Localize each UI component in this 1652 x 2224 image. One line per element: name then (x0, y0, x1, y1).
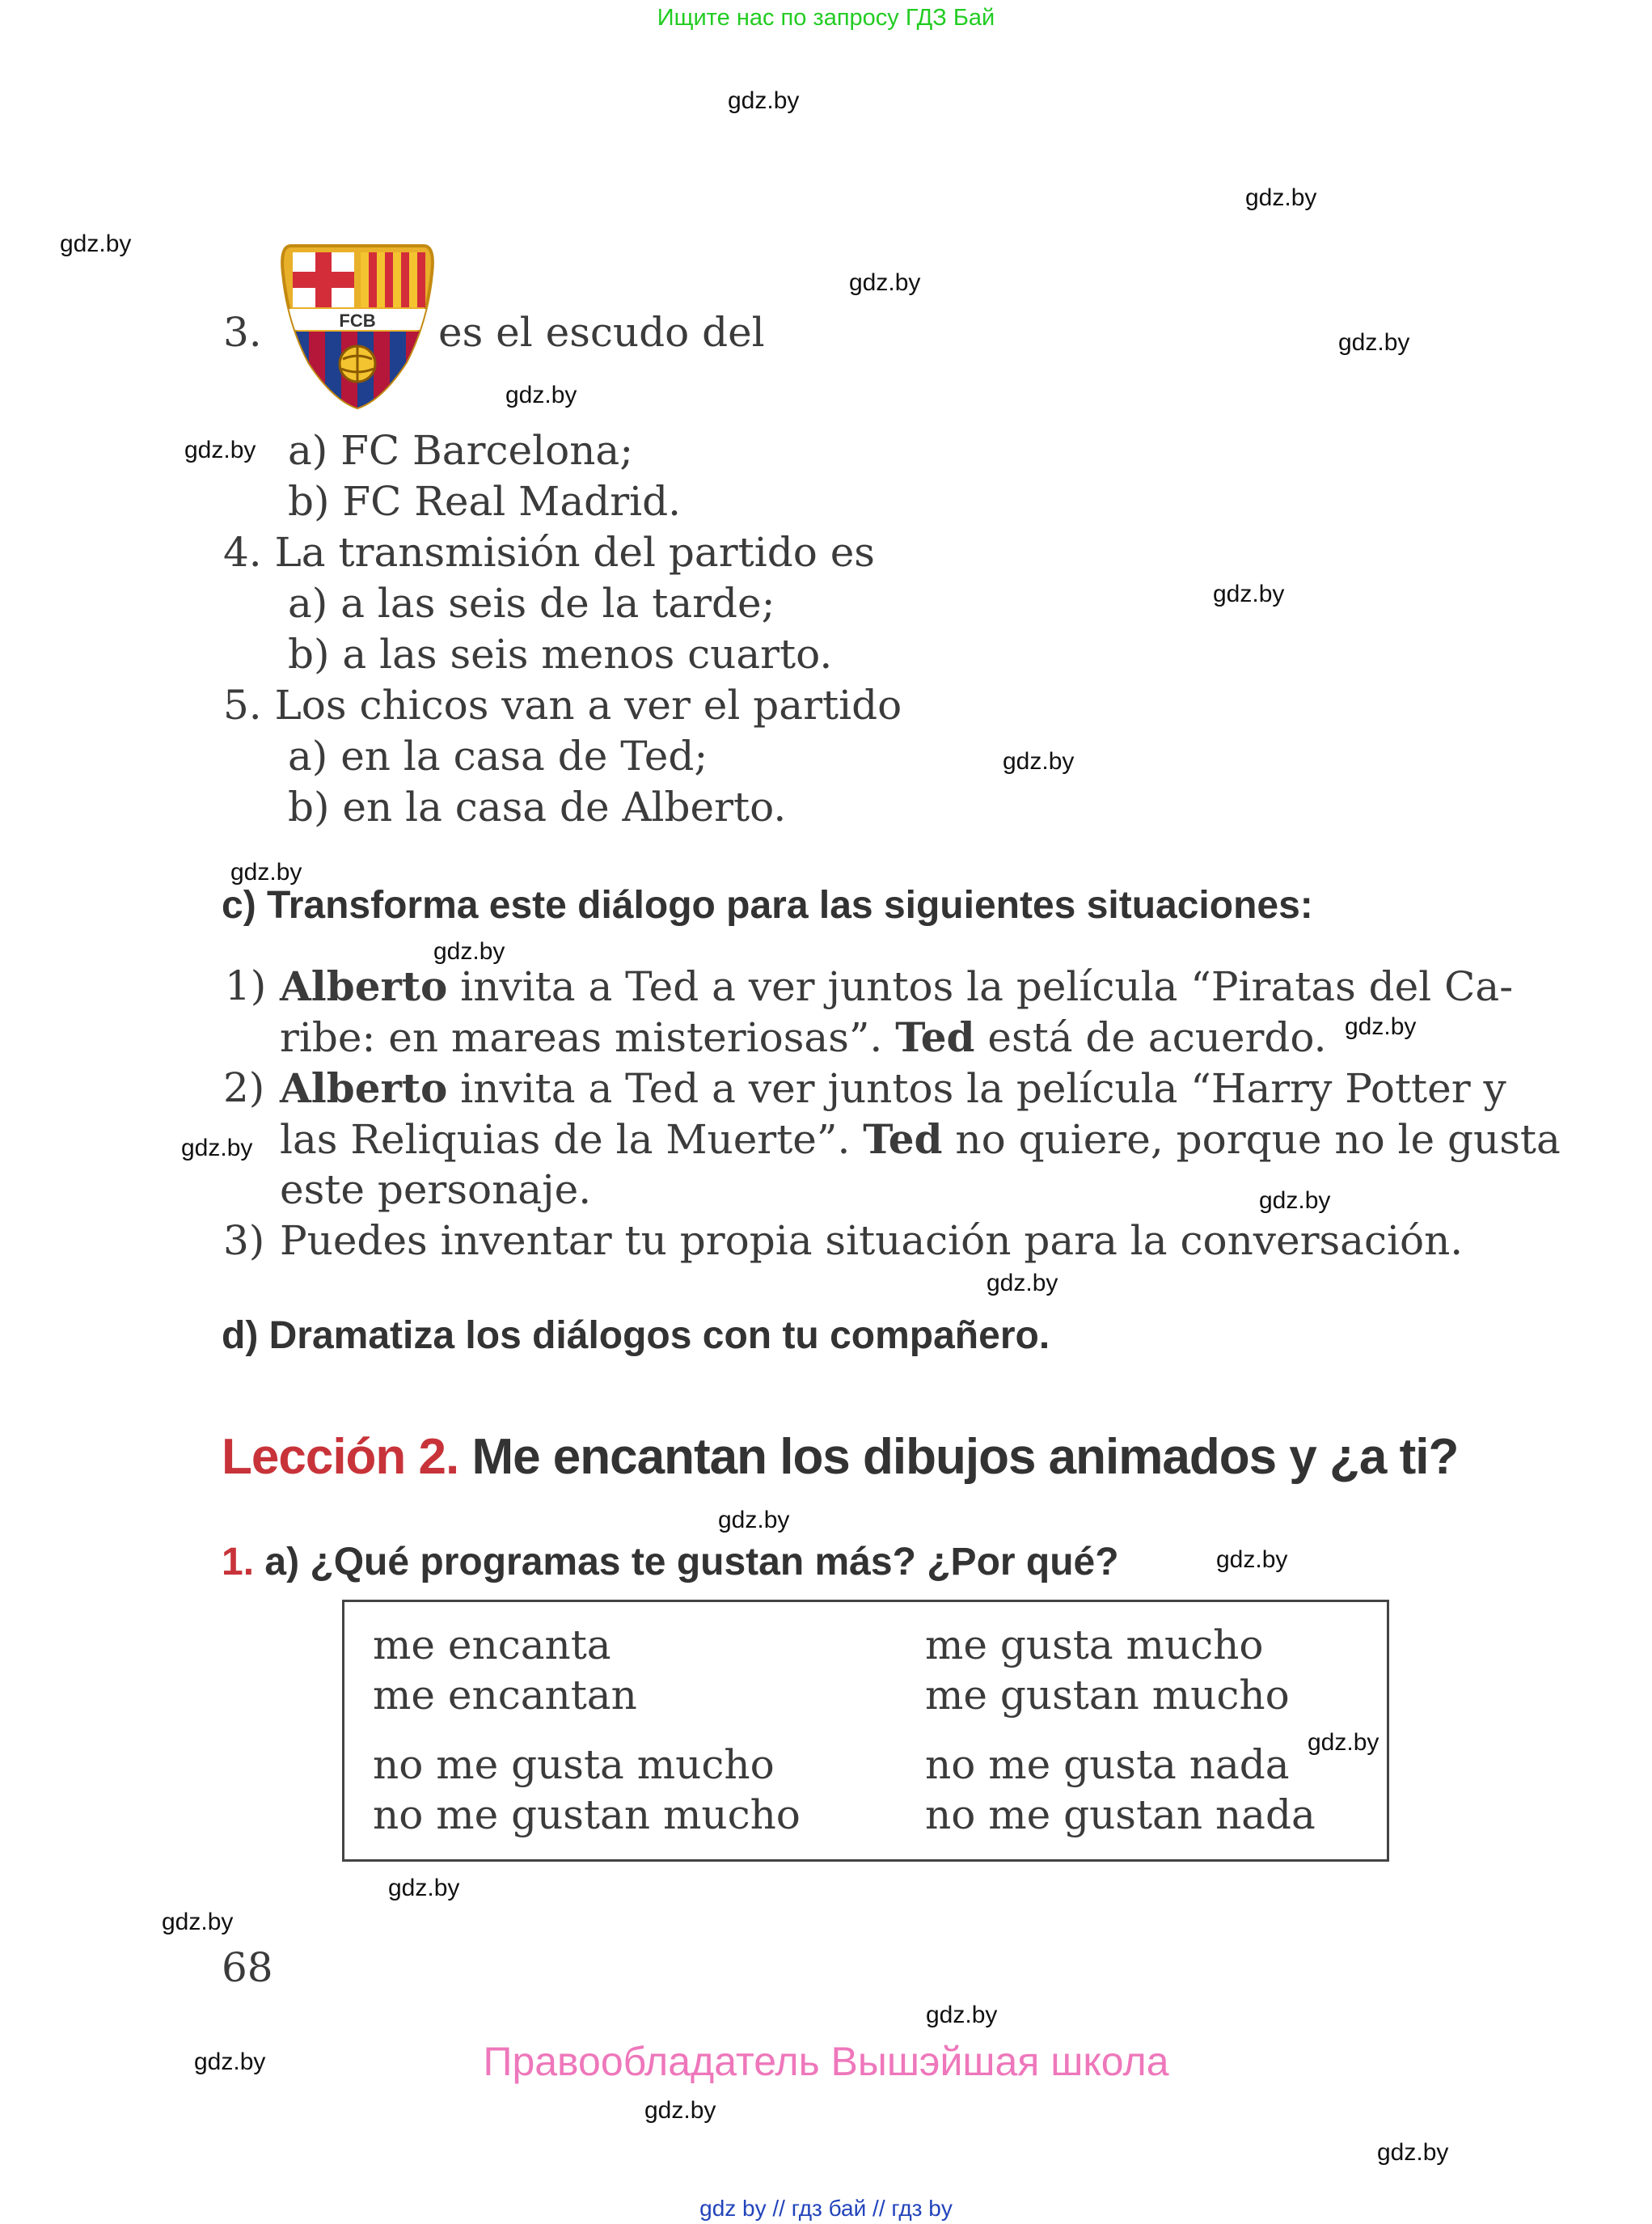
watermark: gdz.by (388, 1875, 460, 1901)
q5-option-a: a) en la casa de Ted; (288, 733, 708, 780)
vocab-box (342, 1600, 1389, 1862)
situation-3-text: Puedes inventar tu propia situación para la conversación. (280, 1217, 1464, 1264)
watermark: gdz.by (181, 1135, 253, 1161)
vocab-item: no me gustan nada (925, 1791, 1316, 1838)
q5-option-b: b) en la casa de Alberto. (288, 784, 787, 831)
vocab-item: me gusta mucho (925, 1621, 1264, 1668)
watermark: gdz.by (194, 2049, 266, 2075)
watermark: gdz.by (230, 859, 302, 886)
vocab-item: me encanta (373, 1621, 611, 1668)
watermark: gdz.by (849, 269, 921, 296)
exercise-1-heading (222, 1540, 1119, 1584)
situation-2-number: 2) (223, 1064, 265, 1111)
exercise-text: a) ¿Qué programas te gustan más? ¿Por qué? (254, 1541, 1119, 1583)
q4-option-b: b) a las seis menos cuarto. (288, 631, 833, 678)
page-number: 68 (222, 1944, 273, 1991)
speaker-ted: Ted (895, 1013, 975, 1061)
watermark: gdz.by (1245, 184, 1317, 211)
situation-2-line-2 (280, 1115, 1561, 1163)
task-d: d) Dramatiza los diálogos con tu compañero. (222, 1314, 1050, 1357)
footer-links[interactable]: gdz by // гдз бай // гдз by (699, 2196, 953, 2221)
situation-text: ribe: en mareas misteriosas”. (280, 1014, 896, 1061)
q3-option-a: a) FC Barcelona; (288, 427, 634, 474)
watermark: gdz.by (433, 938, 505, 965)
situation-3-number: 3) (223, 1217, 265, 1264)
lesson-label: Lección 2. (222, 1429, 459, 1485)
top-banner[interactable]: Ищите нас по запросу ГДЗ Бай (657, 5, 995, 31)
situation-text: no quiere, porque no le gusta (942, 1116, 1561, 1163)
task-c: c) Transforma este diálogo para las siguientes situaciones: (222, 884, 1313, 927)
exercise-number: 1. (222, 1541, 255, 1583)
q4-text: 4. La transmisión del partido es (223, 529, 875, 576)
watermark: gdz.by (1216, 1546, 1288, 1573)
lesson-heading (222, 1428, 1458, 1486)
speaker-alberto: Alberto (280, 962, 448, 1010)
vocab-item: me gustan mucho (925, 1672, 1290, 1719)
watermark: gdz.by (987, 1270, 1058, 1296)
situation-2-line-1 (280, 1064, 1506, 1112)
watermark: gdz.by (1308, 1729, 1379, 1756)
fcb-crest (277, 241, 438, 412)
speaker-ted: Ted (863, 1115, 943, 1163)
watermark: gdz.by (1213, 581, 1285, 607)
situation-1-line-2 (280, 1013, 1327, 1061)
situation-text: invita a Ted a ver juntos la película “Piratas del Ca- (447, 963, 1514, 1010)
situation-text: invita a Ted a ver juntos la película “Harry Potter y (447, 1065, 1506, 1112)
vocab-item: no me gusta nada (925, 1741, 1290, 1788)
vocab-item: no me gusta mucho (373, 1741, 775, 1788)
situation-2-line-3: este personaje. (280, 1166, 592, 1213)
watermark: gdz.by (1259, 1187, 1331, 1214)
watermark: gdz.by (1345, 1013, 1417, 1040)
rights-holder: Правообладатель Вышэйшая школа (483, 2039, 1169, 2084)
watermark: gdz.by (728, 87, 800, 114)
watermark: gdz.by (718, 1507, 790, 1533)
q3-option-b: b) FC Real Madrid. (288, 478, 681, 525)
watermark: gdz.by (1338, 329, 1410, 356)
q5-text: 5. Los chicos van a ver el partido (223, 682, 902, 729)
situation-1-line-1 (280, 962, 1513, 1010)
q4-option-a: a) a las seis de la tarde; (288, 580, 775, 627)
lesson-title: Me encantan los dibujos animados y ¿a ti? (458, 1429, 1459, 1485)
watermark: gdz.by (1003, 748, 1075, 775)
q3-number: 3. (223, 309, 262, 356)
watermark: gdz.by (60, 230, 132, 257)
watermark: gdz.by (162, 1909, 234, 1935)
situation-text: las Reliquias de la Muerte”. (280, 1116, 864, 1163)
vocab-item: no me gustan mucho (373, 1791, 801, 1838)
fcb-crest-icon (277, 241, 438, 412)
watermark: gdz.by (644, 2097, 716, 2124)
crest-label: FCB (339, 311, 376, 331)
watermark: gdz.by (1377, 2139, 1449, 2166)
watermark: gdz.by (926, 2002, 998, 2028)
vocab-item: me encantan (373, 1672, 637, 1719)
q3-text: es el escudo del (438, 309, 765, 356)
watermark: gdz.by (505, 382, 577, 408)
situation-1-number: 1) (225, 962, 267, 1009)
speaker-alberto: Alberto (280, 1064, 448, 1112)
watermark: gdz.by (184, 437, 256, 463)
situation-text: está de acuerdo. (974, 1014, 1327, 1061)
